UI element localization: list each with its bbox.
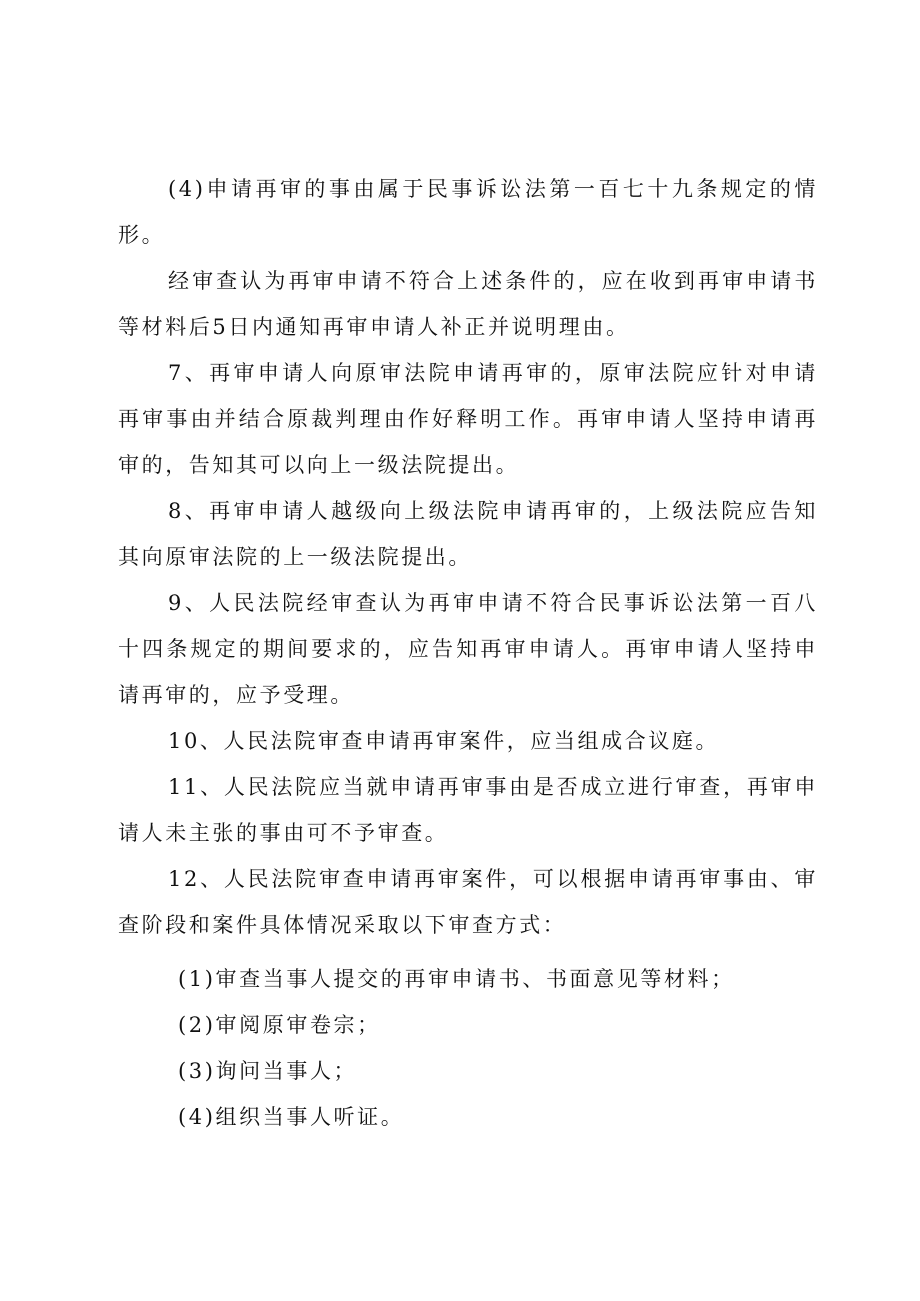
paragraph-10: 10、人民法院审查申请再审案件，应当组成合议庭。 <box>168 729 720 753</box>
list-item: (3)询问当事人； <box>178 1059 358 1083</box>
paragraph-9: 9、人民法院经审查认为再审申请不符合民事诉讼法第一百八十四条规定的期间要求的，应告知再审申请人。再审申请人坚持申请再审的，应予受理。 <box>118 591 818 707</box>
list-item: (2)审阅原审卷宗； <box>178 1013 381 1037</box>
paragraph-12: 12、人民法院审查申请再审案件，可以根据申请再审事由、审查阶段和案件具体情况采取以下审查方式： <box>118 867 818 937</box>
paragraph-item-4: (4)申请再审的事由属于民事诉讼法第一百七十九条规定的情形。 <box>118 177 818 247</box>
paragraph-8: 8、再审申请人越级向上级法院申请再审的，上级法院应告知其向原审法院的上一级法院提出。 <box>118 499 818 569</box>
paragraph-7: 7、再审申请人向原审法院申请再审的，原审法院应针对申请再审事由并结合原裁判理由作好释明工作。再审申请人坚持申请再审的，告知其可以向上一级法院提出。 <box>118 361 818 477</box>
paragraph-review-notice: 经审查认为再审申请不符合上述条件的，应在收到再审申请书等材料后5日内通知再审申请人补正并说明理由。 <box>118 269 818 339</box>
paragraph-11: 11、人民法院应当就申请再审事由是否成立进行审查，再审申请人未主张的事由可不予审查。 <box>118 775 818 845</box>
list-item: (1)审查当事人提交的再审申请书、书面意见等材料； <box>178 967 735 991</box>
list-item: (4)组织当事人听证。 <box>178 1105 405 1129</box>
